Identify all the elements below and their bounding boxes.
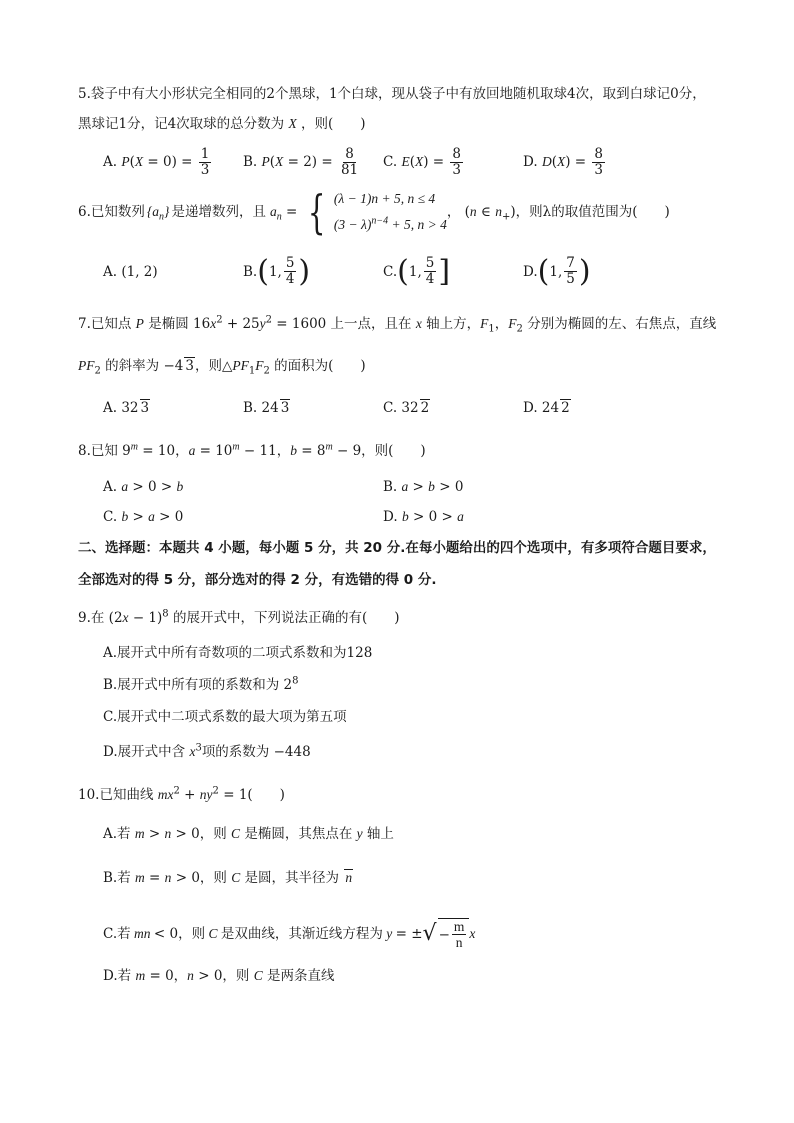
q7-stem-line1: 7.已知点 P 是椭圆 $16x^2 + 25y^2 = 1600$ 上一点，且在 x 轴上方，$F_1$，$F_2$ 分别为椭圆的左、右焦点，直线 (78, 314, 717, 335)
q6-stem-pre: 6.已知数列 (78, 204, 145, 220)
q8-option-b: B. a > b > 0 (383, 479, 464, 495)
q9-option-c: C.展开式中二项式系数的最大项为第五项 (103, 709, 347, 725)
q7-option-a: A. 32 3 (103, 400, 150, 416)
q10-option-a: A.若 m > n > 0，则 C 是椭圆，其焦点在 y 轴上 (103, 826, 394, 842)
q5-option-c: C. E(X) = $\frac{8}{3}$ (383, 146, 461, 178)
q8-option-a: A. a > 0 > b (103, 479, 184, 495)
q9-option-a: A.展开式中所有奇数项的二项式系数和为128 (103, 645, 373, 661)
q6-stem-mid: 是递增数列，且 (171, 204, 266, 220)
section2-heading-line1: 二、选择题：本题共 4 小题，每小题 5 分，共 20 分.在每小题给出的四个选项中，有多项符合题目要求， (78, 540, 716, 556)
q10-stem: 10.已知曲线 $mx^2 + ny^2 = 1$( ) (78, 785, 285, 803)
q8-stem: 8.已知 $9^m = 10$，$a = 10^m - 11$，$b = 8^m - 9$，则( ) (78, 441, 426, 459)
section2-heading-line2: 全部选对的得 5 分，部分选对的得 2 分，有选错的得 0 分. (78, 572, 437, 588)
q6-case2: $(3 - \lambda)^{n-4} + 5$, n > 4 (333, 215, 447, 232)
q6-case1: (λ − 1)n + 5, n ≤ 4 (333, 191, 436, 206)
q5-option-b: B. P(X = 2) = $\frac{8}{81}$ (243, 146, 359, 178)
q9-option-d: D.展开式中含 $x^3$项的系数为 −448 (103, 742, 311, 760)
q7-stem-line2: $PF_2$ 的斜率为 −4 3，则$\triangle PF_1F_2$ 的面积为( ) (78, 358, 366, 377)
q10-option-d: D.若 m = 0，n > 0，则 C 是两条直线 (103, 968, 335, 984)
q9-option-b: B.展开式中所有项的系数和为 $2^8$ (103, 675, 299, 693)
q6-option-c: C. ( 1, $\frac{5}{4}$ ] (383, 253, 451, 289)
q7-option-b: B. 24 3 (243, 400, 290, 416)
q5-option-a: A. P(X = 0) = $\frac{1}{3}$ (103, 146, 210, 178)
q6-stem-post: ，则λ的取值范围为( ) (515, 204, 670, 220)
q5-stem-line2: 黑球记1分，记4次取球的总分数为 X ，则( ) (78, 116, 366, 132)
q7-option-c: C. 32 2 (383, 400, 430, 416)
q9-stem: 9.在 $(2x - 1)^8$ 的展开式中，下列说法正确的有( ) (78, 608, 400, 626)
q10-option-b: B.若 m = n > 0，则 C 是圆，其半径为 n (103, 870, 353, 886)
q5-option-d: D. D(X) = $\frac{8}{3}$ (523, 146, 603, 178)
q6-piecewise: { (λ − 1)n + 5, n ≤ 4 $(3 - \lambda)^{n-4} + 5$, n > 4 (307, 185, 447, 239)
q7-option-d: D. 24 2 (523, 400, 570, 416)
q5-stem-line1: 5.袋子中有大小形状完全相同的2个黑球，1个白球，现从袋子中有放回地随机取球4次，取到白球记0分， (78, 86, 706, 102)
q6-option-d: D. ( 1, $\frac{7}{5}$ ) (523, 253, 591, 289)
q8-option-c: C. b > a > 0 (103, 509, 184, 525)
q6-stem: 6.已知数列 $\{a_n\}$ 是递增数列，且 $a_n$ = { (λ − 1)n + 5, n ≤ 4 $(3 - \lambda)^{n-4} + 5$, n > 4 ， (n ∈ $n_+$) ，则λ的取值范围为( ) (78, 185, 670, 239)
q8-option-d: D. b > 0 > a (383, 509, 464, 525)
q6-option-a: A. (1, 2) (103, 264, 158, 280)
q6-option-b: B. ( 1, $\frac{5}{4}$ ) (243, 253, 311, 289)
q10-option-c: C.若 mn < 0，则 C 是双曲线，其渐近线方程为 y = ± √ − $\frac{m}{n}$ x (103, 919, 476, 950)
